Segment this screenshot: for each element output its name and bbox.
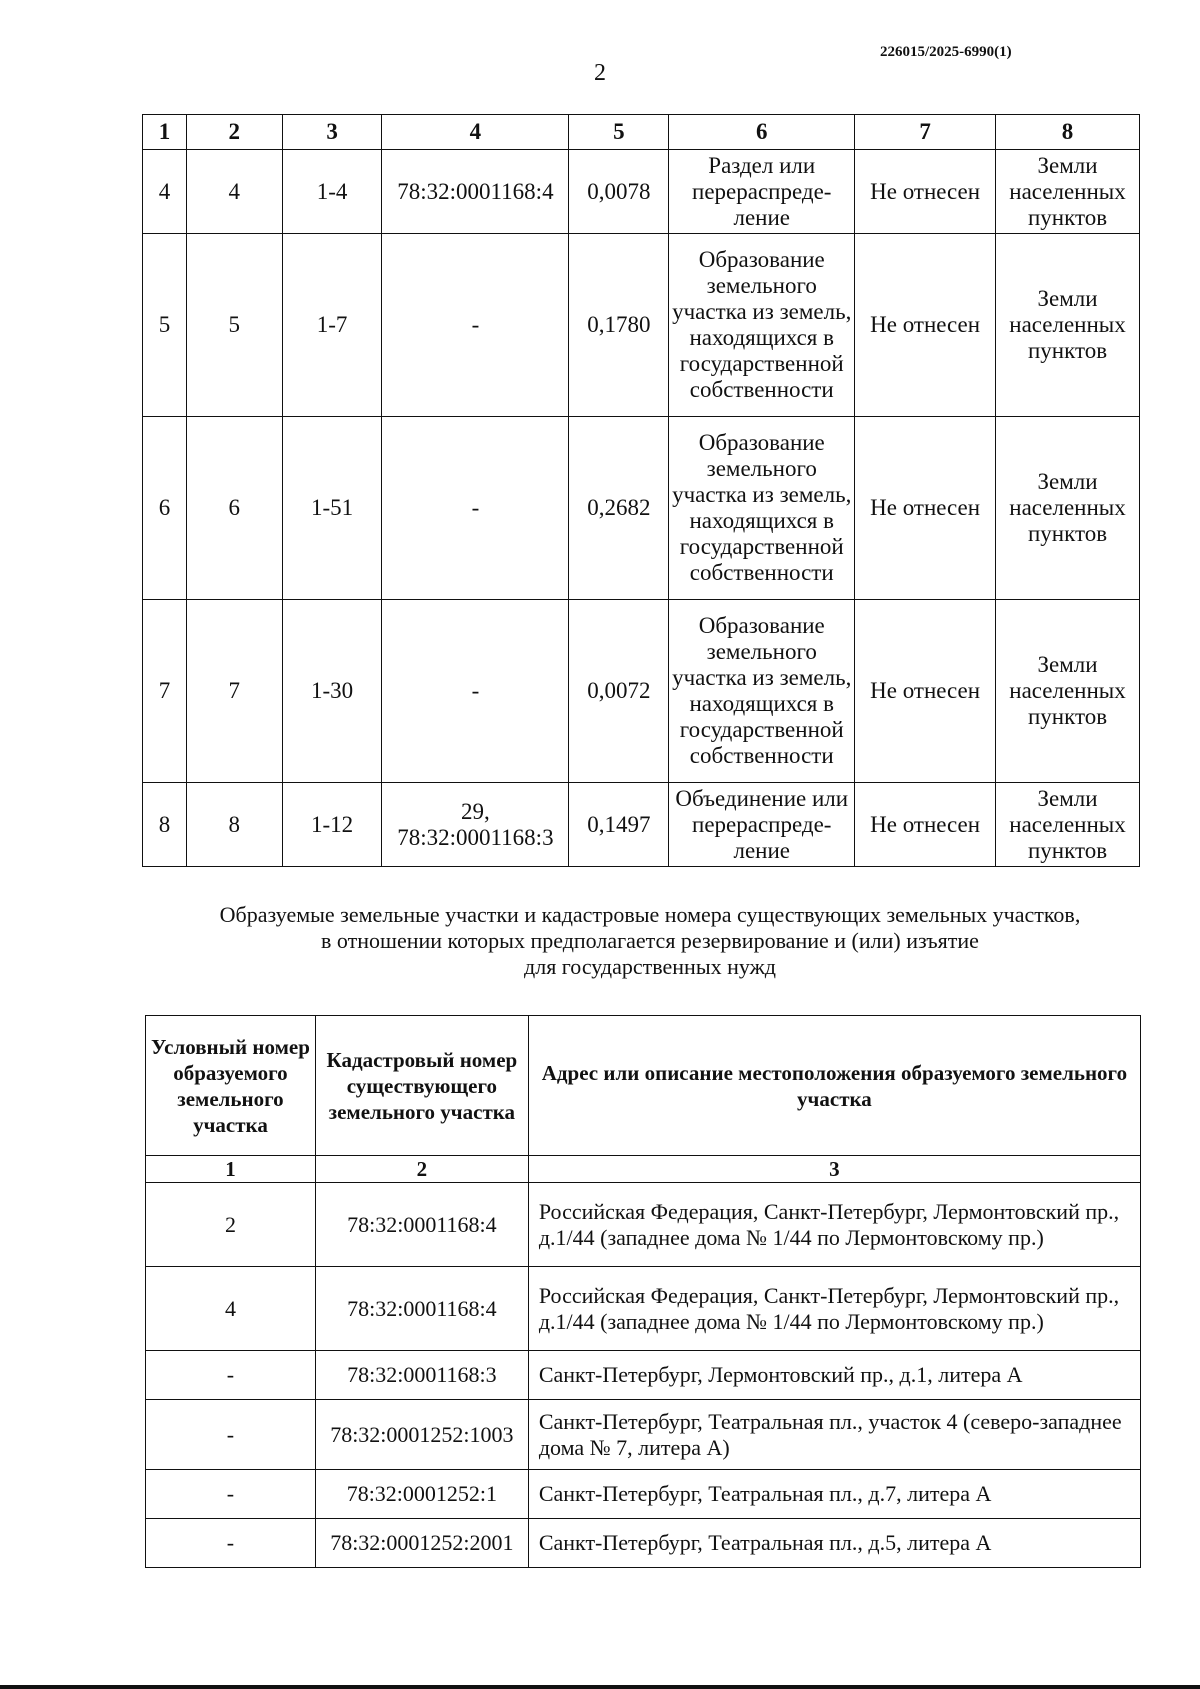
cadastral-number: - (382, 234, 569, 417)
page-number: 2 (594, 60, 606, 86)
table-row (146, 1351, 1141, 1400)
cell: 1-51 (282, 417, 382, 600)
cell: 1-4 (282, 150, 382, 234)
area: 0,1780 (569, 234, 669, 417)
section-caption (150, 902, 1150, 980)
cadastral-number: 29, 78:32:0001168:3 (382, 783, 569, 867)
category-status: Не отнесен (855, 783, 996, 867)
cell: 7 (186, 600, 282, 783)
land-category: Земли населенных пунктов (996, 600, 1140, 783)
cell: 1-30 (282, 600, 382, 783)
cadastral-number: 78:32:0001168:3 (315, 1351, 528, 1400)
column-number: 7 (855, 115, 996, 150)
header-address: Адрес или описание местоположения образуемого земельного участка (528, 1016, 1140, 1156)
column-number: 1 (146, 1156, 316, 1183)
header-plot-number: Условный номер образуемого земельного участка (146, 1016, 316, 1156)
address: Санкт-Петербург, Театральная пл., д.7, литера А (528, 1470, 1140, 1519)
table-row (143, 783, 1140, 867)
cell: 8 (186, 783, 282, 867)
formation-method: Образование земельного участка из земель, находящихся в государственной собственности (669, 234, 855, 417)
land-category: Земли населенных пунктов (996, 234, 1140, 417)
column-number: 2 (186, 115, 282, 150)
address: Российская Федерация, Санкт-Петербург, Лермонтовский пр., д.1/44 (западнее дома № 1/44 по Лермонтовскому пр.) (528, 1267, 1140, 1351)
address: Российская Федерация, Санкт-Петербург, Лермонтовский пр., д.1/44 (западнее дома № 1/44 по Лермонтовскому пр.) (528, 1183, 1140, 1267)
land-plots-table (142, 114, 1140, 867)
table-row (146, 1400, 1141, 1470)
land-category: Земли населенных пунктов (996, 783, 1140, 867)
table-row (146, 1470, 1141, 1519)
plot-number: - (146, 1519, 316, 1568)
cell: 5 (186, 234, 282, 417)
cell: 1-7 (282, 234, 382, 417)
column-number: 4 (382, 115, 569, 150)
category-status: Не отнесен (855, 234, 996, 417)
formation-method: Образование земельного участка из земель, находящихся в государственной собственности (669, 600, 855, 783)
table-header-row (146, 1016, 1141, 1156)
formation-method: Образование земельного участка из земель, находящихся в государственной собственности (669, 417, 855, 600)
table-row (143, 234, 1140, 417)
column-number: 1 (143, 115, 187, 150)
plot-number: - (146, 1351, 316, 1400)
category-status: Не отнесен (855, 600, 996, 783)
land-category: Земли населенных пунктов (996, 417, 1140, 600)
caption-line: для государственных нужд (524, 954, 776, 979)
category-status: Не отнесен (855, 417, 996, 600)
table-row (146, 1183, 1141, 1267)
plot-number: - (146, 1470, 316, 1519)
cadastral-number: 78:32:0001252:2001 (315, 1519, 528, 1568)
area: 0,0072 (569, 600, 669, 783)
area: 0,1497 (569, 783, 669, 867)
table-row (143, 150, 1140, 234)
header-cadastral-number: Кадастровый номер существующего земельного участка (315, 1016, 528, 1156)
caption-line: Образуемые земельные участки и кадастровые номера существующих земельных участков, (219, 902, 1081, 927)
address: Санкт-Петербург, Лермонтовский пр., д.1, литера А (528, 1351, 1140, 1400)
area: 0,2682 (569, 417, 669, 600)
column-number-row (146, 1156, 1141, 1183)
table-row (146, 1519, 1141, 1568)
page-top-edge (0, 0, 1200, 2)
column-number: 3 (528, 1156, 1140, 1183)
table-row (143, 600, 1140, 783)
plot-number: 2 (146, 1183, 316, 1267)
table-row (143, 417, 1140, 600)
cell: 1-12 (282, 783, 382, 867)
cadastral-number: 78:32:0001168:4 (315, 1183, 528, 1267)
cadastral-number: 78:32:0001252:1 (315, 1470, 528, 1519)
plot-number: 4 (146, 1267, 316, 1351)
cell: 4 (186, 150, 282, 234)
plot-number: - (146, 1400, 316, 1470)
formation-method: Раздел или перераспреде-ление (669, 150, 855, 234)
cadastral-number: - (382, 417, 569, 600)
land-category: Земли населенных пунктов (996, 150, 1140, 234)
column-number: 2 (315, 1156, 528, 1183)
table-row (146, 1267, 1141, 1351)
cadastral-number: - (382, 600, 569, 783)
cadastral-number: 78:32:0001168:4 (382, 150, 569, 234)
reservation-table (145, 1015, 1141, 1568)
column-number: 3 (282, 115, 382, 150)
formation-method: Объединение или перераспреде-ление (669, 783, 855, 867)
cell: 7 (143, 600, 187, 783)
column-number: 6 (669, 115, 855, 150)
cadastral-number: 78:32:0001252:1003 (315, 1400, 528, 1470)
column-number: 8 (996, 115, 1140, 150)
area: 0,0078 (569, 150, 669, 234)
cell: 5 (143, 234, 187, 417)
document-id: 226015/2025-6990(1) (880, 44, 1012, 60)
cadastral-number: 78:32:0001168:4 (315, 1267, 528, 1351)
address: Санкт-Петербург, Театральная пл., участок 4 (северо-западнее дома № 7, литера А) (528, 1400, 1140, 1470)
cell: 4 (143, 150, 187, 234)
cell: 8 (143, 783, 187, 867)
cell: 6 (186, 417, 282, 600)
table-header-row (143, 115, 1140, 150)
category-status: Не отнесен (855, 150, 996, 234)
cell: 6 (143, 417, 187, 600)
caption-line: в отношении которых предполагается резервирование и (или) изъятие (321, 928, 979, 953)
address: Санкт-Петербург, Театральная пл., д.5, литера А (528, 1519, 1140, 1568)
column-number: 5 (569, 115, 669, 150)
page-bottom-edge (0, 1685, 1200, 1689)
